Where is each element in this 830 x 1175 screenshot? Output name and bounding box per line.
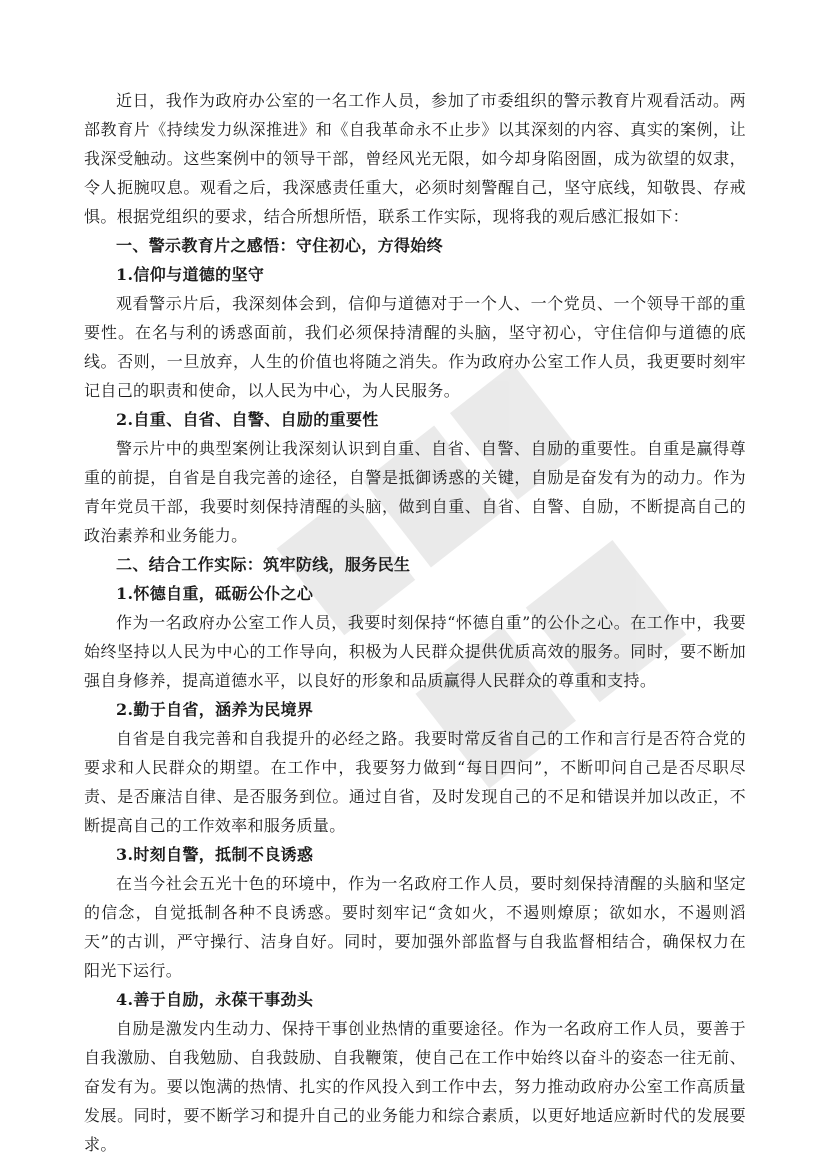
section-2-title: 二、结合工作实际：筑牢防线，服务民生 bbox=[116, 555, 411, 574]
section-2-sub-4-title: 4.善于自励，永葆干事劲头 bbox=[116, 990, 314, 1009]
section-1-sub-1-title: 1.信仰与道德的坚守 bbox=[116, 265, 265, 284]
section-1-sub-1-body: 观看警示片后，我深刻体会到，信仰与道德对于一个人、一个党员、一个领导干部的重要性。在名与利的诱惑面前，我们必须保持清醒的头脑，坚守初心，守住信仰与道德的底线。否则，一旦放弃，人生的价值也将随之消失。作为政府办公室工作人员，我更要时刻牢记自己的职责和使命，以人民为中心，为人民服务。 bbox=[84, 294, 746, 400]
section-2-sub-1-title: 1.怀德自重，砥砺公仆之心 bbox=[116, 584, 314, 603]
section-2-sub-2-title: 2.勤于自省，涵养为民境界 bbox=[116, 700, 314, 719]
section-2-sub-3-body: 在当今社会五光十色的环境中，作为一名政府工作人员，要时刻保持清醒的头脑和坚定的信念，自觉抵制各种不良诱惑。要时刻牢记“贪如火，不遏则燎原；欲如水，不遏则滔天”的古训，严守操行、洁身自好。同时，要加强外部监督与自我监督相结合，确保权力在阳光下运行。 bbox=[84, 874, 746, 980]
section-2-sub-1-body: 作为一名政府办公室工作人员，我要时刻保持“怀德自重”的公仆之心。在工作中，我要始终坚持以人民为中心的工作导向，积极为人民群众提供优质高效的服务。同时，要不断加强自身修养，提高道德水平，以良好的形象和品质赢得人民群众的尊重和支持。 bbox=[84, 613, 746, 690]
section-1-title: 一、警示教育片之感悟：守住初心，方得始终 bbox=[116, 236, 444, 255]
section-2-sub-3-title: 3.时刻自警，抵制不良诱惑 bbox=[116, 845, 314, 864]
document-body bbox=[84, 86, 746, 1159]
section-2-sub-2-body: 自省是自我完善和自我提升的必经之路。我要时常反省自己的工作和言行是否符合党的要求和人民群众的期望。在工作中，我要努力做到“每日四问”，不断叩问自己是否尽职尽责、是否廉洁自律、是否服务到位。通过自省，及时发现自己的不足和错误并加以改正，不断提高自己的工作效率和服务质量。 bbox=[84, 729, 746, 835]
section-1-sub-2-body: 警示片中的典型案例让我深刻认识到自重、自省、自警、自励的重要性。自重是赢得尊重的前提，自省是自我完善的途径，自警是抵御诱惑的关键，自励是奋发有为的动力。作为青年党员干部，我要时刻保持清醒的头脑，做到自重、自省、自警、自励，不断提高自己的政治素养和业务能力。 bbox=[84, 439, 746, 545]
intro-paragraph: 近日，我作为政府办公室的一名工作人员，参加了市委组织的警示教育片观看活动。两部教育片《持续发力纵深推进》和《自我革命永不止步》以其深刻的内容、真实的案例，让我深受触动。这些案例中的领导干部，曾经风光无限，如今却身陷囹圄，成为欲望的奴隶，令人扼腕叹息。观看之后，我深感责任重大，必须时刻警醒自己，坚守底线，知敬畏、存戒惧。根据党组织的要求，结合所想所悟，联系工作实际，现将我的观后感汇报如下： bbox=[84, 91, 746, 226]
section-1-sub-2-title: 2.自重、自省、自警、自励的重要性 bbox=[116, 410, 379, 429]
section-2-sub-4-body: 自励是激发内生动力、保持干事创业热情的重要途径。作为一名政府工作人员，要善于自我激励、自我勉励、自我鼓励、自我鞭策，使自己在工作中始终以奋斗的姿态一往无前、奋发有为。要以饱满的热情、扎实的作风投入到工作中去，努力推动政府办公室工作高质量发展。同时，要不断学习和提升自己的业务能力和综合素质，以更好地适应新时代的发展要求。 bbox=[84, 1019, 746, 1154]
